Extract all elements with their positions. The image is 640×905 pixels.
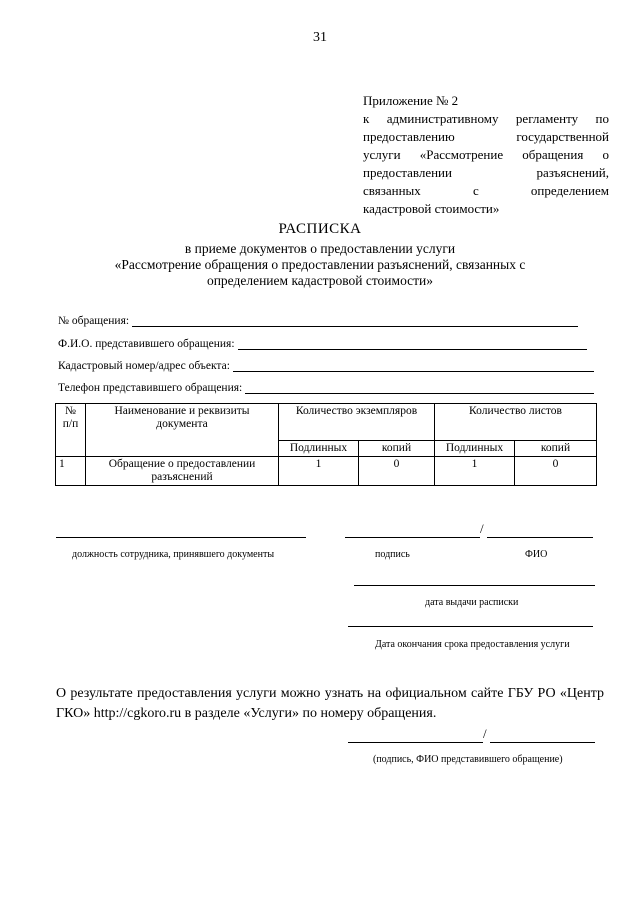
appendix-line: связанных с определением: [363, 183, 609, 198]
appendix-line: предоставлении разъяснений,: [363, 165, 609, 180]
appendix-block: [363, 92, 609, 218]
fio-caption: ФИО: [525, 549, 548, 560]
appendix-line: кадастровой стоимости»: [363, 201, 500, 216]
issue-date-caption: дата выдачи расписки: [425, 597, 519, 608]
page-number: 31: [313, 30, 327, 45]
cadastral-blank[interactable]: [233, 361, 594, 372]
document-title: РАСПИСКА: [278, 221, 362, 237]
request-number-field[interactable]: [58, 313, 578, 327]
issue-date-line[interactable]: [354, 585, 595, 586]
header-copies-count: Количество экземпляров: [279, 404, 435, 441]
header-copies: копий: [515, 441, 597, 457]
applicant-name-field[interactable]: [58, 336, 587, 350]
cadastral-label: Кадастровый номер/адрес объекта:: [58, 360, 230, 372]
result-notice: О результате предоставления услуги можно узнать на официальном сайте ГБУ РО «Центр ГКО» http://cgkoro.ru в разделе «Услуги» по номеру обращения.: [56, 686, 604, 721]
header-copies: копий: [359, 441, 435, 457]
appendix-line: к административному регламенту по: [363, 111, 609, 126]
applicant-name-blank[interactable]: [238, 339, 587, 350]
applicant-name-label: Ф.И.О. представившего обращения:: [58, 338, 235, 350]
appendix-line: предоставлению государственной: [363, 129, 609, 144]
appendix-line: услуги «Рассмотрение обращения о: [363, 147, 609, 162]
employee-position-caption: должность сотрудника, принявшего документы: [72, 549, 275, 560]
end-date-caption: Дата окончания срока предоставления услуги: [375, 639, 570, 650]
cell-num: 1: [56, 457, 86, 486]
signature-line[interactable]: [345, 537, 480, 538]
cadastral-field[interactable]: [58, 358, 594, 372]
header-originals: Подлинных: [279, 441, 359, 457]
appendix-line: Приложение № 2: [363, 93, 459, 108]
phone-field[interactable]: [58, 380, 594, 394]
header-originals: Подлинных: [435, 441, 515, 457]
document-subtitle: [70, 241, 570, 289]
header-name: Наименование и реквизиты документа: [86, 404, 279, 457]
end-date-line[interactable]: [348, 626, 593, 627]
signature-caption: подпись: [375, 549, 410, 560]
header-num: № п/п: [56, 404, 86, 457]
cell-copy-sh: 0: [515, 457, 597, 486]
applicant-signature-caption: (подпись, ФИО представившего обращение): [373, 754, 563, 765]
applicant-fio-line[interactable]: [490, 742, 595, 743]
table-row: [56, 457, 597, 486]
table-header-row: [56, 404, 597, 441]
request-number-label: № обращения:: [58, 315, 130, 327]
separator-slash: /: [483, 726, 487, 741]
cell-name: Обращение о предоставлении разъяснений: [86, 457, 279, 486]
header-sheets-count: Количество листов: [435, 404, 597, 441]
employee-position-line[interactable]: [56, 537, 306, 538]
separator-slash: /: [480, 521, 484, 536]
phone-label: Телефон представившего обращения:: [58, 382, 243, 394]
subtitle-line: определением кадастровой стоимости»: [206, 273, 434, 288]
applicant-signature-line[interactable]: [348, 742, 483, 743]
cell-orig-sh: 1: [435, 457, 515, 486]
documents-table: [55, 403, 597, 486]
cell-orig-ex: 1: [279, 457, 359, 486]
fio-line[interactable]: [487, 537, 593, 538]
cell-copy-ex: 0: [359, 457, 435, 486]
subtitle-line: «Рассмотрение обращения о предоставлении разъяснений, связанных с: [114, 257, 526, 272]
phone-blank[interactable]: [245, 383, 594, 394]
subtitle-line: в приеме документов о предоставлении услуги: [184, 241, 456, 256]
request-number-blank[interactable]: [132, 316, 578, 327]
